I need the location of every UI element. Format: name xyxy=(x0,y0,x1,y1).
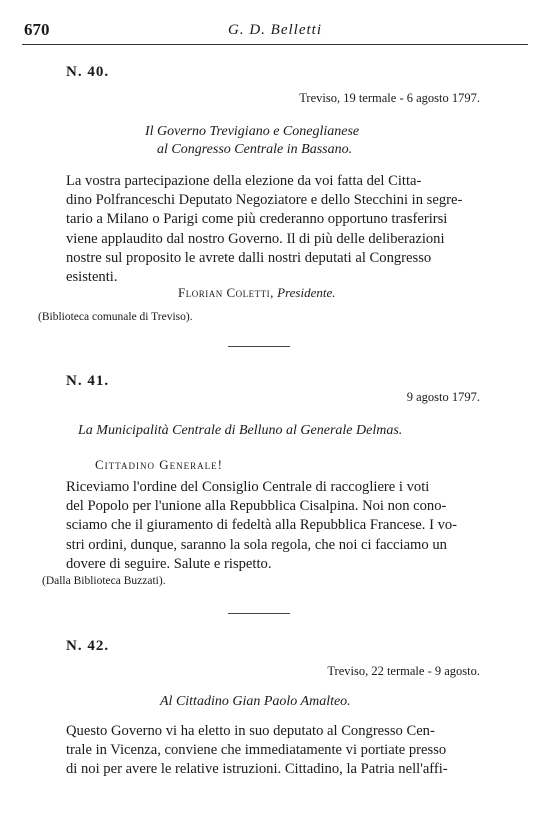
body-line: di noi per avere le relative istruzioni. Cittadino, la Patria nell'affi- xyxy=(66,761,448,778)
doc-41-number: N. 41. xyxy=(66,373,110,389)
signature-role: Presidente. xyxy=(277,285,336,300)
doc-41-addressee: La Municipalità Centrale di Belluno al Generale Delmas. xyxy=(78,423,403,438)
body-line: dovere di seguire. Salute e rispetto. xyxy=(66,555,272,572)
doc-40-number: N. 40. xyxy=(66,64,110,80)
signature-name: Florian Coletti, xyxy=(178,285,274,300)
doc-40-addressee-line-2: al Congresso Centrale in Bassano. xyxy=(157,142,353,157)
body-line: stri ordini, dunque, saranno la sola regola, che noi ci facciamo un xyxy=(66,536,447,553)
doc-40-source: (Biblioteca comunale di Treviso). xyxy=(38,311,193,323)
header-rule xyxy=(22,44,528,45)
body-line: del Popolo per l'unione alla Repubblica Cisalpina. Noi non cono- xyxy=(66,498,447,515)
doc-41-dateline: 9 agosto 1797. xyxy=(406,390,480,404)
section-divider xyxy=(228,346,290,347)
body-line: esistenti. xyxy=(66,269,118,286)
doc-42-number: N. 42. xyxy=(66,638,110,654)
body-line: Riceviamo l'ordine del Consiglio Centrale di raccogliere i voti xyxy=(66,479,430,495)
doc-41-source: (Dalla Biblioteca Buzzati). xyxy=(42,575,166,587)
doc-40-addressee-line-1: Il Governo Trevigiano e Coneglianese xyxy=(145,124,360,139)
body-line: tario a Milano o Parigi come più crederanno opportuno trasferirsi xyxy=(66,211,448,228)
doc-40-dateline: Treviso, 19 termale - 6 agosto 1797. xyxy=(299,91,480,105)
doc-41-salutation: Cittadino Generale! xyxy=(95,457,223,472)
doc-40-signature xyxy=(178,285,336,301)
doc-42-body xyxy=(66,722,504,780)
body-line: trale in Vicenza, conviene che immediatamente vi portiate presso xyxy=(66,742,447,759)
body-line: La vostra partecipazione della elezione da voi fatta del Citta- xyxy=(66,173,422,189)
body-line: sciamo che il giuramento di fedeltà alla Repubblica Francese. I vo- xyxy=(66,517,458,534)
doc-41-body xyxy=(66,478,504,574)
doc-42-dateline: Treviso, 22 termale - 9 agosto. xyxy=(327,664,480,678)
body-line: dino Polfranceschi Deputato Negoziatore e dello Stecchini in segre- xyxy=(66,192,463,209)
running-head: G. D. Belletti xyxy=(228,22,322,38)
body-line: viene applaudito dal nostro Governo. Il di più delle deliberazioni xyxy=(66,230,445,247)
doc-40-body xyxy=(66,172,504,287)
body-line: nostre sul proposito le avrete dalli nostri deputati al Congresso xyxy=(66,249,432,266)
doc-42-addressee: Al Cittadino Gian Paolo Amalteo. xyxy=(160,694,351,709)
page-number: 670 xyxy=(24,20,50,39)
body-line: Questo Governo vi ha eletto in suo deputato al Congresso Cen- xyxy=(66,723,435,739)
section-divider xyxy=(228,613,290,614)
